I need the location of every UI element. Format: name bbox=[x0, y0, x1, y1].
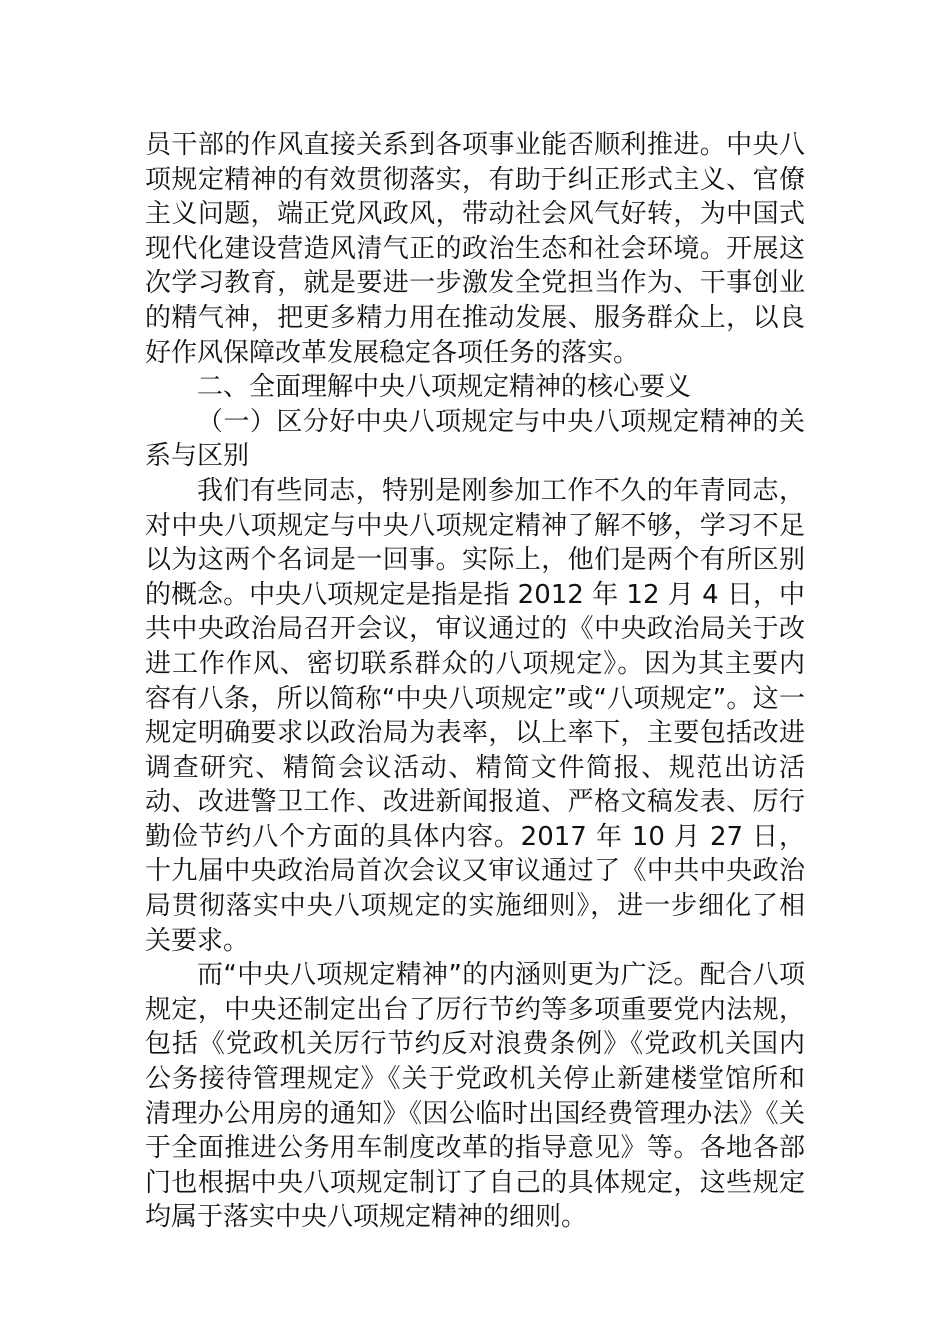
subsection-heading: （一）区分好中央八项规定与中央八项规定精神的关系与区别 bbox=[145, 406, 805, 472]
body-paragraph: 我们有些同志，特别是刚参加工作不久的年青同志，对中央八项规定与中央八项规定精神了解不够，学习不足以为这两个名词是一回事。实际上，他们是两个有所区别的概念。中央八项规定是指是指 2012 年 12 月 4 日，中共中央政治局召开会议，审议通过的《中央政治局关于改进工作作风、密切联系群众的八项规定》。因为其主要内容有八条，所以简称“中央八项规定”或“八项规定”。这一规定明确要求以政治局为表率，以上率下，主要包括改进调查研究、精简会议活动、精简文件简报、规范出访活动、改进警卫工作、改进新闻报道、严格文稿发表、厉行勤俭节约八个方面的具体内容。2017 年 10 月 27 日，十九届中央政治局首次会议又审议通过了《中共中央政治局贯彻落实中央八项规定的实施细则》，进一步细化了相关要求。 bbox=[145, 475, 805, 956]
body-paragraph-continuation: 员干部的作风直接关系到各项事业能否顺利推进。中央八项规定精神的有效贯彻落实，有助于纠正形式主义、官僚主义问题，端正党风政风，带动社会风气好转，为中国式现代化建设营造风清气正的政治生态和社会环境。开展这次学习教育，就是要进一步激发全党担当作为、干事创业的精气神，把更多精力用在推动发展、服务群众上，以良好作风保障改革发展稳定各项任务的落实。 bbox=[145, 130, 805, 368]
section-heading: 二、全面理解中央八项规定精神的核心要义 bbox=[197, 372, 692, 403]
body-paragraph: 而“中央八项规定精神”的内涵则更为广泛。配合八项规定，中央还制定出台了厉行节约等多项重要党内法规，包括《党政机关厉行节约反对浪费条例》《党政机关国内公务接待管理规定》《关于党政机关停止新建楼堂馆所和清理办公用房的通知》《因公临时出国经费管理办法》《关于全面推进公务用车制度改革的指导意见》等。各地各部门也根据中央八项规定制订了自己的具体规定，这些规定均属于落实中央八项规定精神的细则。 bbox=[145, 960, 805, 1233]
document-page bbox=[145, 128, 805, 1235]
